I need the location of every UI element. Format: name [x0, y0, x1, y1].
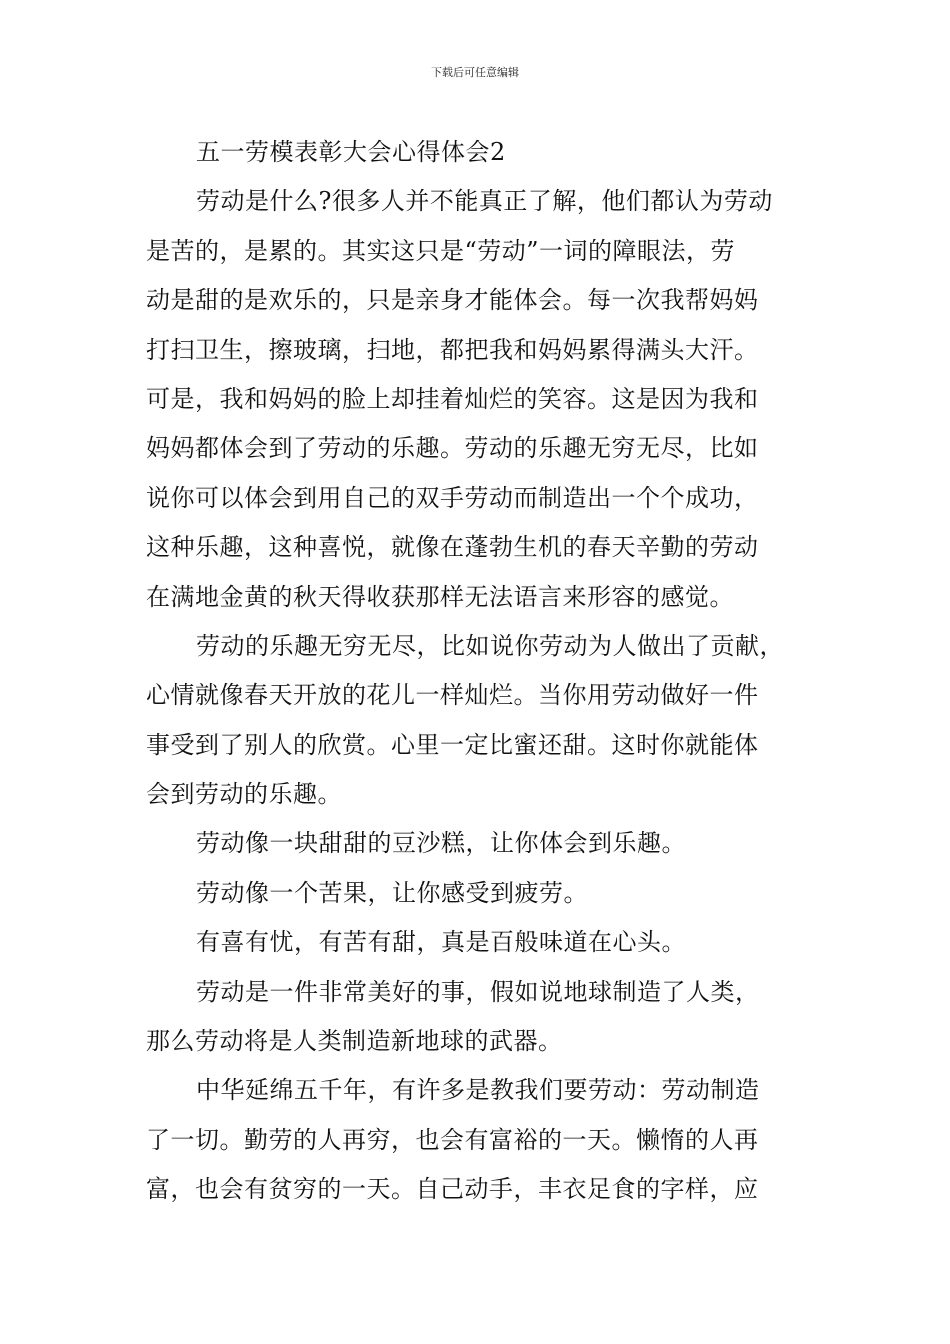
document-title: 五一劳模表彰大会心得体会2 [196, 138, 506, 166]
text-line: 是苦的，是累的。其实这只是“劳动”一词的障眼法，劳 [146, 236, 736, 265]
text-line: 动是甜的是欢乐的，只是亲身才能体会。每一次我帮妈妈 [146, 286, 759, 315]
text-line: 那么劳动将是人类制造新地球的武器。 [146, 1027, 563, 1056]
text-line: 说你可以体会到用自己的双手劳动而制造出一个个成功， [146, 483, 759, 512]
text-line: 中华延绵五千年，有许多是教我们要劳动：劳动制造 [196, 1076, 760, 1105]
text-line: 劳动像一块甜甜的豆沙糕，让你体会到乐趣。 [196, 829, 686, 858]
text-line: 了一切。勤劳的人再穷，也会有富裕的一天。懒惰的人再 [146, 1125, 759, 1154]
text-line: 劳动像一个苦果，让你感受到疲劳。 [196, 878, 588, 907]
text-line: 会到劳动的乐趣。 [146, 780, 342, 809]
text-line: 打扫卫生，擦玻璃，扫地，都把我和妈妈累得满头大汗。 [146, 335, 759, 364]
text-line: 富，也会有贫穷的一天。自己动手，丰衣足食的字样，应 [146, 1175, 759, 1204]
text-line: 劳动是一件非常美好的事，假如说地球制造了人类， [196, 977, 760, 1006]
text-line: 有喜有忧，有苦有甜，真是百般味道在心头。 [196, 928, 686, 957]
text-line: 这种乐趣，这种喜悦，就像在蓬勃生机的春天辛勤的劳动 [146, 533, 759, 562]
text-line: 事受到了别人的欣赏。心里一定比蜜还甜。这时你就能体 [146, 730, 759, 759]
text-line: 可是，我和妈妈的脸上却挂着灿烂的笑容。这是因为我和 [146, 384, 759, 413]
document-body [146, 128, 826, 1215]
text-line: 在满地金黄的秋天得收获那样无法语言来形容的感觉。 [146, 582, 734, 611]
text-line: 劳动的乐趣无穷无尽，比如说你劳动为人做出了贡献， [196, 631, 784, 660]
header-note: 下载后可任意编辑 [431, 66, 519, 79]
text-line: 劳动是什么?很多人并不能真正了解，他们都认为劳动 [196, 187, 773, 216]
text-line: 心情就像春天开放的花儿一样灿烂。当你用劳动做好一件 [146, 681, 759, 710]
text-line: 妈妈都体会到了劳动的乐趣。劳动的乐趣无穷无尽，比如 [146, 434, 759, 463]
